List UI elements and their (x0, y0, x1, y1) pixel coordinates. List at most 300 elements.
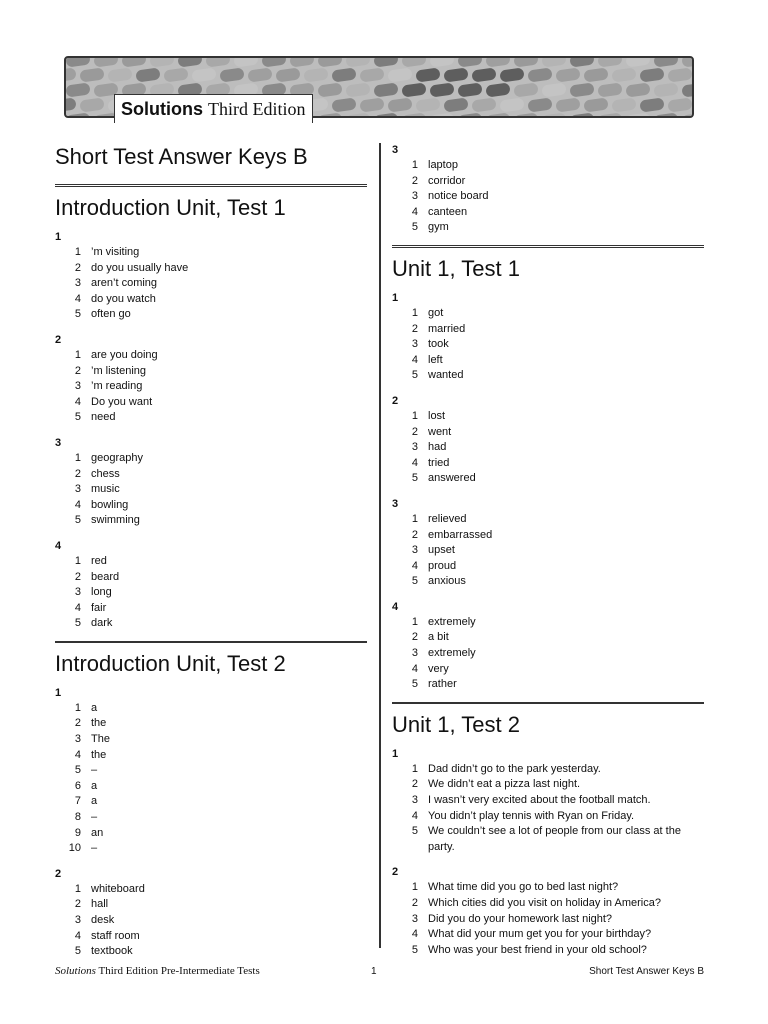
answer-row (55, 245, 367, 261)
answer-text: do you watch (91, 292, 156, 305)
answer-text: relieved (428, 512, 467, 525)
exercise (392, 864, 704, 958)
exercise (55, 685, 367, 857)
answer-row (55, 379, 367, 395)
answer-text: red (91, 554, 107, 567)
answer-text: anxious (428, 575, 466, 588)
answer-number: 5 (411, 221, 418, 234)
exercise-number: 2 (55, 867, 62, 880)
answer-text: a (91, 779, 98, 792)
answer-text: went (428, 425, 452, 438)
answer-number: 4 (74, 601, 81, 614)
answer-number: 5 (74, 514, 81, 527)
answer-text: had (428, 441, 447, 454)
exercise (55, 332, 367, 426)
answer-text: tried (428, 456, 450, 469)
answer-text: an (91, 826, 104, 839)
banner-tile (275, 67, 300, 82)
banner-tile (485, 82, 510, 97)
exercise-number: 1 (392, 747, 399, 760)
exercise (55, 435, 367, 529)
exercise-number: 1 (392, 291, 399, 304)
answer-row (55, 513, 367, 529)
answer-number: 3 (411, 441, 418, 454)
exercise-number: 3 (55, 436, 62, 449)
answer-text: – (91, 811, 98, 824)
answer-row (392, 337, 704, 353)
answer-text: a (91, 701, 98, 714)
answer-number: 9 (74, 826, 81, 839)
banner-tile (569, 82, 594, 97)
answer-text: ’m visiting (91, 246, 140, 258)
exercise-number: 4 (392, 600, 399, 613)
answer-number: 1 (411, 762, 418, 775)
answer-row (55, 467, 367, 483)
answer-text: rather (428, 678, 457, 691)
banner-tile (667, 67, 692, 82)
answer-text: dark (91, 617, 113, 630)
right-column (392, 142, 704, 967)
banner-tile (205, 58, 230, 68)
left-sections (55, 184, 367, 960)
answer-number: 3 (74, 483, 81, 496)
answer-row (55, 482, 367, 498)
answer-text: The (91, 733, 110, 746)
banner-tile (66, 67, 77, 82)
answer-number: 1 (74, 701, 81, 714)
exercise (55, 866, 367, 960)
right-sections (392, 245, 704, 958)
answer-number: 4 (74, 748, 81, 761)
answer-text: lost (428, 409, 446, 422)
answer-row (55, 779, 367, 795)
banner-tile (569, 112, 594, 118)
exercise-number: 2 (392, 394, 399, 407)
banner-tile (345, 58, 370, 68)
answer-row (392, 793, 704, 809)
answer-text: fair (91, 601, 107, 614)
brand-bold: Solutions (121, 99, 203, 119)
answer-row (55, 810, 367, 826)
banner-tile (541, 58, 566, 68)
answer-number: 5 (74, 617, 81, 630)
answer-number: 2 (74, 717, 81, 730)
brand-edition: Third Edition (208, 99, 306, 119)
answer-text: long (91, 586, 112, 599)
answer-row (392, 559, 704, 575)
answer-row (55, 601, 367, 617)
answer-row (392, 646, 704, 662)
exercise (392, 393, 704, 487)
answer-number: 1 (74, 451, 81, 464)
answer-number: 2 (411, 528, 418, 541)
answer-number: 2 (411, 778, 418, 791)
answer-text: notice board (428, 190, 489, 203)
answer-row (392, 896, 704, 912)
answer-text: ’m listening (91, 364, 147, 377)
answer-number: 3 (74, 277, 81, 290)
banner-tile (541, 82, 566, 97)
answer-text: We didn’t eat a pizza last night. (428, 778, 581, 791)
banner-tile (387, 97, 412, 112)
exercise (55, 538, 367, 632)
answer-row (55, 841, 367, 857)
section-rule (392, 245, 704, 248)
answer-row (55, 395, 367, 411)
answer-number: 2 (74, 898, 81, 911)
answer-text: the (91, 717, 107, 730)
banner-tile (681, 58, 694, 68)
banner-tile (527, 97, 552, 112)
banner-tile (163, 67, 188, 82)
answer-text: Which cities did you visit on holiday in America? (428, 897, 661, 909)
answer-number: 1 (74, 554, 81, 567)
banner-tile (499, 97, 524, 112)
answer-text: hall (91, 898, 109, 911)
banner-tile (373, 112, 398, 118)
banner-tile (317, 112, 342, 118)
banner-tile (555, 67, 580, 82)
answer-number: 3 (411, 544, 418, 557)
section-title: Unit 1, Test 2 (392, 711, 520, 737)
section-title: Introduction Unit, Test 2 (55, 650, 286, 676)
column-divider (379, 143, 381, 948)
banner-tile (597, 82, 622, 97)
answer-number: 5 (411, 472, 418, 485)
banner-tile (681, 82, 694, 97)
answer-text: music (91, 483, 120, 496)
answer-number: 4 (74, 395, 81, 408)
banner-tile (625, 58, 650, 68)
answer-row (392, 880, 704, 896)
answer-row (392, 425, 704, 441)
answer-text: Did you do your homework last night? (428, 912, 613, 925)
brand-label (114, 94, 313, 123)
answer-number: 2 (74, 467, 81, 480)
answer-number: 1 (74, 246, 81, 258)
answer-row (55, 307, 367, 323)
answer-row (392, 943, 704, 959)
answer-number: 3 (74, 733, 81, 746)
exercise-number: 1 (55, 686, 62, 699)
answer-number: 5 (74, 945, 81, 958)
banner-tile (625, 112, 650, 118)
answer-row (55, 748, 367, 764)
exercise-number: 2 (55, 333, 62, 346)
answer-row (55, 570, 367, 586)
answer-row (55, 944, 367, 960)
answer-number: 2 (411, 897, 418, 909)
answer-row (392, 440, 704, 456)
answer-number: 3 (411, 912, 418, 925)
answer-row (392, 456, 704, 472)
banner-tile (331, 97, 356, 112)
banner-tile (373, 82, 398, 97)
exercise (392, 290, 704, 384)
answer-number: 2 (411, 174, 418, 187)
banner-tile (653, 82, 678, 97)
answer-row (392, 205, 704, 221)
answer-text: wanted (428, 369, 464, 382)
answer-row (55, 897, 367, 913)
banner-tile (289, 58, 314, 68)
answer-text: embarrassed (428, 528, 493, 541)
banner-tile (681, 112, 694, 118)
answer-number: 4 (411, 559, 418, 572)
answer-row (55, 364, 367, 380)
banner-tile (499, 67, 524, 82)
banner-tile (401, 112, 426, 118)
section-title: Unit 1, Test 1 (392, 255, 520, 281)
answer-text: What time did you go to bed last night? (428, 881, 619, 894)
footer-title-rest: Third Edition Pre-Intermediate Tests (95, 965, 260, 977)
banner-tile (471, 97, 496, 112)
answer-text: We couldn’t see a lot of people from our class at the party. (428, 825, 681, 853)
banner-tile (611, 97, 636, 112)
answer-text: married (428, 322, 466, 335)
answer-text: extremely (428, 615, 476, 628)
banner-tile (583, 67, 608, 82)
page-title: Short Test Answer Keys B (55, 144, 308, 169)
banner-tile (66, 58, 91, 68)
answer-row (392, 824, 704, 855)
answer-row (392, 220, 704, 236)
answer-row (55, 826, 367, 842)
answer-row (55, 929, 367, 945)
exercise (55, 229, 367, 323)
answer-row (392, 306, 704, 322)
banner-tile (555, 97, 580, 112)
banner-tile (429, 112, 454, 118)
answer-number: 3 (411, 338, 418, 351)
answer-row (392, 809, 704, 825)
banner-tile (317, 82, 342, 97)
answer-row (392, 409, 704, 425)
banner-tile (303, 67, 328, 82)
answer-number: 4 (411, 928, 418, 941)
answer-text: desk (91, 914, 115, 926)
exercise-number: 1 (55, 231, 62, 243)
answer-row (55, 410, 367, 426)
answer-text: Who was your best friend in your old school? (428, 943, 647, 956)
answer-number: 3 (411, 794, 418, 807)
answer-text: proud (428, 559, 457, 572)
banner-tile (457, 82, 482, 97)
exercise (392, 599, 704, 693)
answer-number: 8 (74, 811, 81, 824)
answer-number: 5 (411, 369, 418, 382)
answer-text: are you doing (91, 348, 158, 361)
answer-text: – (91, 764, 98, 777)
answer-number: 7 (74, 795, 81, 808)
answer-number: 4 (411, 456, 418, 469)
answer-number: 2 (411, 322, 418, 335)
answer-text: What did your mum get you for your birthday? (428, 928, 652, 941)
answer-number: 3 (74, 380, 81, 393)
banner-tile (135, 67, 160, 82)
answer-row (55, 292, 367, 308)
banner-tile (667, 97, 692, 112)
answer-row (392, 762, 704, 778)
banner-tile (121, 58, 146, 68)
answer-number: 5 (74, 764, 81, 777)
answer-row (55, 276, 367, 292)
answer-row (392, 368, 704, 384)
banner-tile (191, 67, 216, 82)
banner-tile (387, 67, 412, 82)
exercise-number: 4 (55, 539, 62, 552)
banner-tile (457, 112, 482, 118)
banner-tile (471, 67, 496, 82)
answer-number: 1 (411, 306, 418, 319)
banner-tile (331, 67, 356, 82)
answer-number: 2 (74, 364, 81, 377)
left-column (55, 140, 367, 969)
answer-number: 1 (411, 159, 418, 171)
banner-tile (653, 58, 678, 68)
answer-row (392, 174, 704, 190)
answer-text: aren’t coming (91, 277, 158, 290)
answer-number: 1 (411, 409, 418, 422)
answer-row (392, 912, 704, 928)
answer-number: 5 (411, 825, 418, 838)
answer-text: gym (428, 221, 449, 234)
answer-row (392, 615, 704, 631)
answer-row (55, 732, 367, 748)
answer-row (55, 261, 367, 277)
banner-tile (625, 82, 650, 97)
answer-number: 3 (74, 586, 81, 599)
banner-tile (611, 67, 636, 82)
answer-number: 5 (411, 575, 418, 588)
answer-text: Do you want (91, 395, 153, 408)
answer-row (55, 763, 367, 779)
answer-number: 4 (411, 205, 418, 218)
answer-row (392, 543, 704, 559)
banner-tile (485, 112, 510, 118)
answer-text: corridor (428, 174, 466, 187)
right-lead-exercise (392, 142, 704, 236)
banner-tile (429, 58, 454, 68)
exercise-number: 3 (392, 497, 399, 510)
page-footer (55, 965, 704, 981)
section-title: Introduction Unit, Test 1 (55, 195, 286, 220)
exercise (392, 496, 704, 590)
answer-row (55, 348, 367, 364)
banner-tile (79, 67, 104, 82)
banner-tile (261, 58, 286, 68)
answer-number: 1 (411, 512, 418, 525)
answer-number: 1 (411, 881, 418, 894)
answer-text: do you usually have (91, 261, 189, 274)
answer-row (55, 716, 367, 732)
banner-tile (541, 112, 566, 118)
banner-tile (443, 97, 468, 112)
answer-text: You didn’t play tennis with Ryan on Friday. (428, 809, 635, 822)
answer-row (392, 630, 704, 646)
answer-text: answered (428, 472, 476, 485)
answer-number: 5 (411, 678, 418, 691)
answer-number: 5 (74, 308, 81, 321)
banner-tile (345, 82, 370, 97)
banner-tile (359, 67, 384, 82)
answer-text: bowling (91, 498, 129, 511)
banner-tile (66, 82, 91, 97)
answer-row (392, 353, 704, 369)
banner-tile (639, 97, 664, 112)
section-rule (55, 641, 367, 643)
answer-number: 5 (411, 943, 418, 956)
answer-number: 2 (74, 261, 81, 274)
banner-tile (373, 58, 398, 68)
answer-row (392, 927, 704, 943)
answer-row (55, 585, 367, 601)
answer-row (55, 554, 367, 570)
footer-title-italic: Solutions (55, 965, 96, 977)
answer-text: whiteboard (91, 882, 145, 895)
answer-text: need (91, 411, 116, 424)
answer-number: 4 (74, 498, 81, 511)
banner-tile (513, 58, 538, 68)
answer-row (55, 913, 367, 929)
exercise (392, 142, 704, 236)
section-rule (55, 184, 367, 187)
answer-row (392, 574, 704, 590)
answer-row (392, 189, 704, 205)
answer-number: 6 (74, 779, 81, 792)
exercise-number: 3 (392, 144, 399, 156)
footer-right-label: Short Test Answer Keys B (589, 966, 704, 977)
answer-text: ’m reading (91, 380, 143, 393)
banner-tile (597, 112, 622, 118)
answer-text: textbook (91, 945, 133, 958)
answer-row (55, 451, 367, 467)
answer-text: left (428, 353, 443, 366)
answer-number: 4 (74, 929, 81, 942)
answer-row (392, 158, 704, 174)
banner-tile (401, 82, 426, 97)
answer-row (55, 701, 367, 717)
banner-tile (93, 58, 118, 68)
answer-text: got (428, 306, 444, 319)
banner-tile (66, 97, 77, 112)
exercise-number: 2 (392, 866, 399, 879)
answer-text: staff room (91, 929, 140, 942)
answer-text: the (91, 748, 107, 761)
section-rule (392, 702, 704, 704)
answer-text: Dad didn’t go to the park yesterday. (428, 762, 601, 775)
banner-tile (219, 67, 244, 82)
answer-row (392, 777, 704, 793)
banner-tile (177, 58, 202, 68)
banner-tile (79, 97, 104, 112)
answer-text: often go (91, 308, 131, 321)
answer-row (392, 662, 704, 678)
answer-number: 4 (74, 292, 81, 305)
answer-text: beard (91, 570, 120, 583)
banner-tile (247, 67, 272, 82)
banner-tile (513, 112, 538, 118)
banner-tile (429, 82, 454, 97)
answer-number: 5 (74, 411, 81, 424)
answer-number: 1 (411, 615, 418, 628)
answer-row (392, 512, 704, 528)
answer-number: 3 (74, 914, 81, 926)
banner-tile (457, 58, 482, 68)
exercise (392, 746, 704, 856)
banner-tile (359, 97, 384, 112)
banner-tile (233, 58, 258, 68)
